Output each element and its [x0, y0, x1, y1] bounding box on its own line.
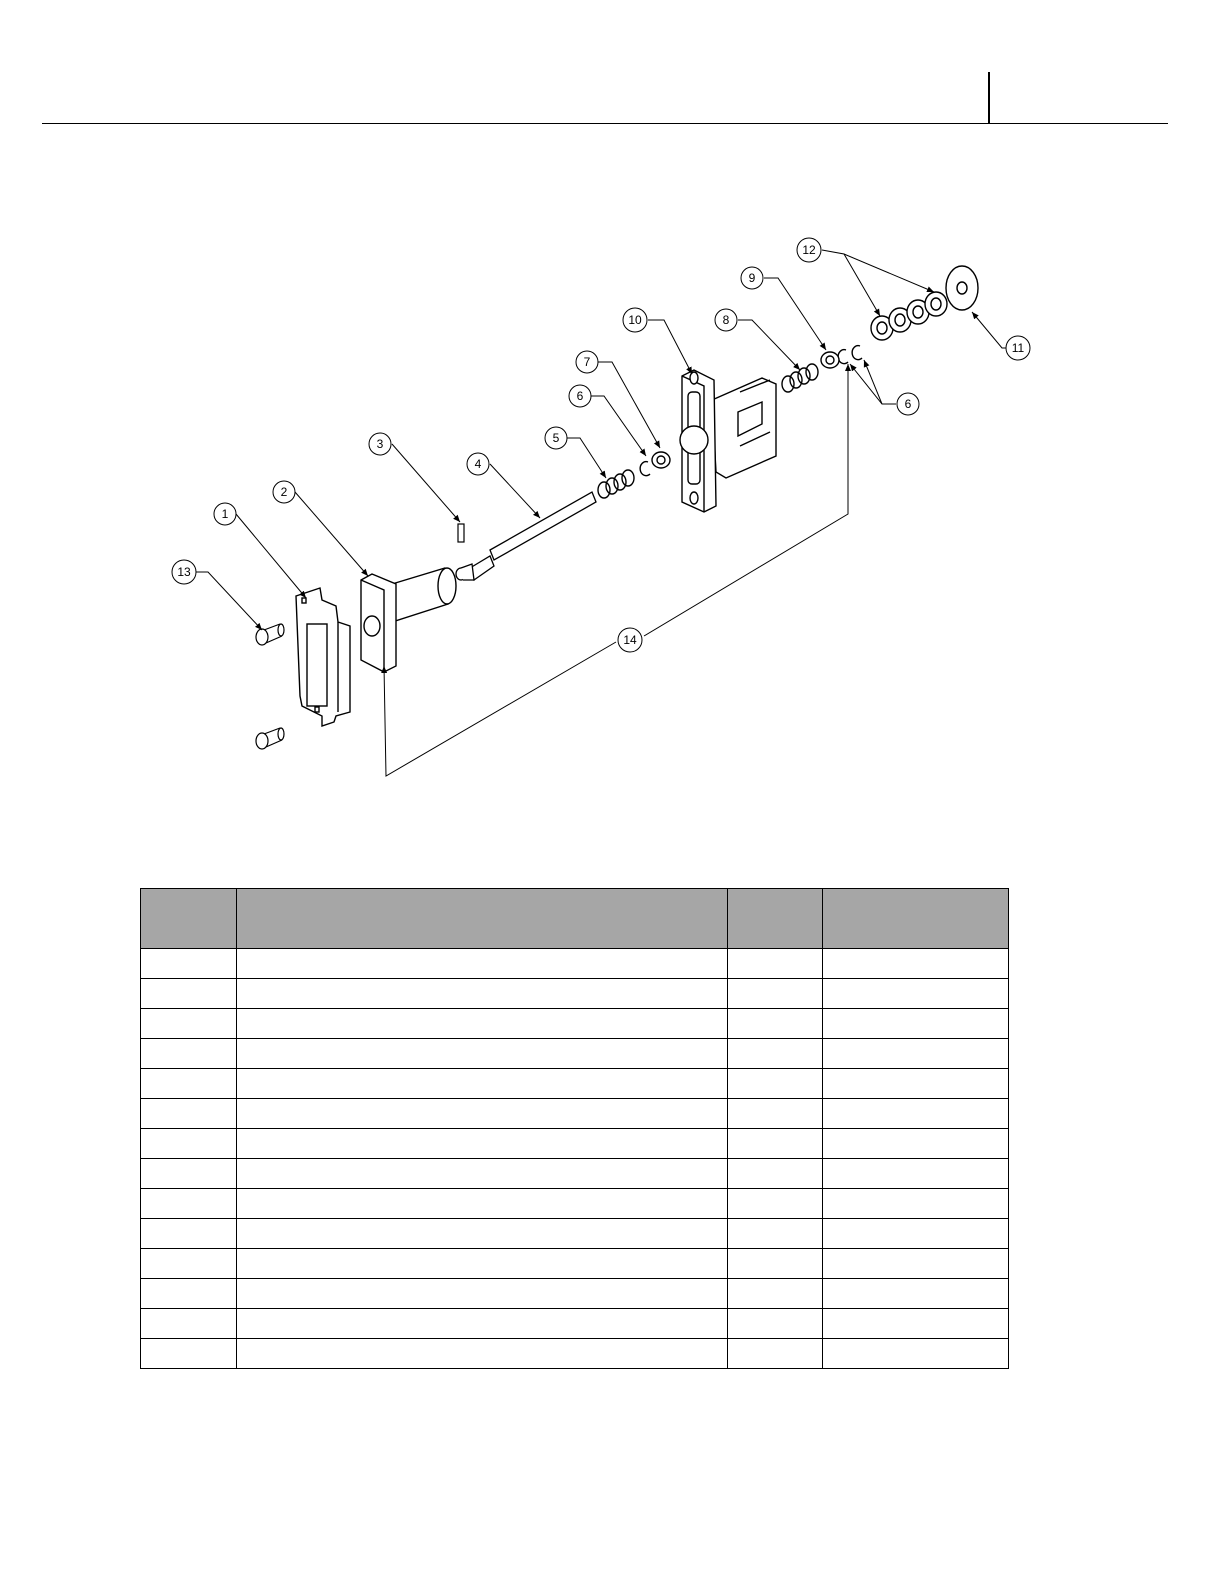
callout-11	[1006, 336, 1030, 360]
parts-list-table	[140, 888, 1009, 1369]
table-cell	[823, 1219, 1009, 1249]
table-row	[141, 949, 1009, 979]
table-cell	[728, 1009, 823, 1039]
table-cell	[728, 949, 823, 979]
table-cell	[141, 1099, 237, 1129]
table-cell	[237, 1069, 728, 1099]
table-cell	[141, 1039, 237, 1069]
table-header-row	[141, 889, 1009, 949]
svg-text:14: 14	[623, 633, 637, 647]
table-cell	[728, 1339, 823, 1369]
header-cell	[237, 889, 728, 949]
table-cell	[823, 979, 1009, 1009]
svg-text:10: 10	[628, 313, 642, 327]
table-cell	[237, 1189, 728, 1219]
table-cell	[728, 1249, 823, 1279]
part-6-clip	[640, 462, 650, 476]
svg-text:7: 7	[583, 355, 591, 369]
table-cell	[728, 1189, 823, 1219]
table-body	[141, 949, 1009, 1369]
table-cell	[823, 949, 1009, 979]
table-cell	[141, 979, 237, 1009]
table-cell	[728, 1159, 823, 1189]
table-cell	[141, 1249, 237, 1279]
callout-1	[214, 503, 236, 525]
callout-9	[741, 267, 763, 289]
table-cell	[141, 1279, 237, 1309]
table-cell	[823, 1069, 1009, 1099]
part-4-shaft	[456, 492, 596, 580]
table-cell	[141, 1339, 237, 1369]
table-cell	[237, 1099, 728, 1129]
table-cell	[141, 1309, 237, 1339]
callout-5	[545, 427, 567, 449]
table-cell	[237, 1039, 728, 1069]
table-row	[141, 1099, 1009, 1129]
table-cell	[237, 1279, 728, 1309]
table-cell	[237, 979, 728, 1009]
table-row	[141, 1339, 1009, 1369]
header-cell	[141, 889, 237, 949]
part-10-housing	[680, 370, 776, 512]
table-cell	[728, 979, 823, 1009]
header-cell	[823, 889, 1009, 949]
table-cell	[237, 1249, 728, 1279]
callout-10	[623, 308, 647, 332]
svg-text:9: 9	[748, 271, 756, 285]
svg-text:2: 2	[280, 485, 288, 499]
svg-text:13: 13	[177, 565, 191, 579]
callout-8	[715, 309, 737, 331]
table-cell	[823, 1189, 1009, 1219]
table-cell	[141, 1189, 237, 1219]
table-row	[141, 1129, 1009, 1159]
table-row	[141, 1009, 1009, 1039]
part-9-washer	[821, 352, 839, 368]
callout-14	[618, 628, 642, 652]
part-7-washer	[652, 452, 670, 468]
callout-13	[172, 560, 196, 584]
table-cell	[728, 1279, 823, 1309]
table-cell	[141, 1009, 237, 1039]
part-6-clip-pair	[838, 346, 862, 364]
part-2-plate-tube	[361, 568, 456, 672]
table-row	[141, 1159, 1009, 1189]
table-cell	[823, 1279, 1009, 1309]
table-cell	[728, 1099, 823, 1129]
table-row	[141, 1279, 1009, 1309]
callout-6	[569, 385, 591, 407]
table-cell	[237, 1339, 728, 1369]
table-cell	[823, 1249, 1009, 1279]
table-cell	[823, 1099, 1009, 1129]
svg-text:5: 5	[552, 431, 560, 445]
table-cell	[237, 949, 728, 979]
table-cell	[728, 1309, 823, 1339]
table-row	[141, 979, 1009, 1009]
table-cell	[728, 1069, 823, 1099]
table-cell	[237, 1219, 728, 1249]
table-cell	[141, 1159, 237, 1189]
table-row	[141, 1069, 1009, 1099]
table-cell	[141, 1069, 237, 1099]
table-row	[141, 1309, 1009, 1339]
table-cell	[728, 1129, 823, 1159]
svg-text:6: 6	[576, 389, 584, 403]
table-cell	[823, 1339, 1009, 1369]
svg-text:11: 11	[1011, 341, 1025, 355]
svg-text:3: 3	[376, 437, 384, 451]
callout-7	[576, 351, 598, 373]
table-cell	[823, 1129, 1009, 1159]
table-cell	[728, 1219, 823, 1249]
table-cell	[823, 1159, 1009, 1189]
callout-6-right	[897, 393, 919, 415]
part-3-pin	[458, 524, 464, 542]
table-cell	[141, 1219, 237, 1249]
callout-3	[369, 433, 391, 455]
svg-text:12: 12	[802, 243, 816, 257]
table-cell	[823, 1009, 1009, 1039]
part-8-spring	[782, 364, 818, 392]
table-cell	[237, 1309, 728, 1339]
header-cell	[728, 889, 823, 949]
svg-text:4: 4	[474, 457, 482, 471]
svg-text:6: 6	[904, 397, 912, 411]
table-row	[141, 1219, 1009, 1249]
table-cell	[237, 1159, 728, 1189]
svg-text:8: 8	[722, 313, 730, 327]
table-cell	[237, 1009, 728, 1039]
table-cell	[237, 1129, 728, 1159]
part-1-bracket	[296, 588, 350, 726]
table-cell	[728, 1039, 823, 1069]
part-13-bolt-lower	[256, 728, 284, 749]
callout-2	[273, 481, 295, 503]
table-cell	[141, 1129, 237, 1159]
table-row	[141, 1039, 1009, 1069]
table-cell	[823, 1039, 1009, 1069]
table-row	[141, 1249, 1009, 1279]
callout-12	[797, 238, 821, 262]
table-row	[141, 1189, 1009, 1219]
svg-text:1: 1	[221, 507, 229, 521]
part-11-cap	[946, 266, 978, 310]
callout-4	[467, 453, 489, 475]
table-cell	[823, 1309, 1009, 1339]
part-12-washers	[871, 292, 947, 340]
part-13-bolt-upper	[256, 624, 284, 645]
table-cell	[141, 949, 237, 979]
